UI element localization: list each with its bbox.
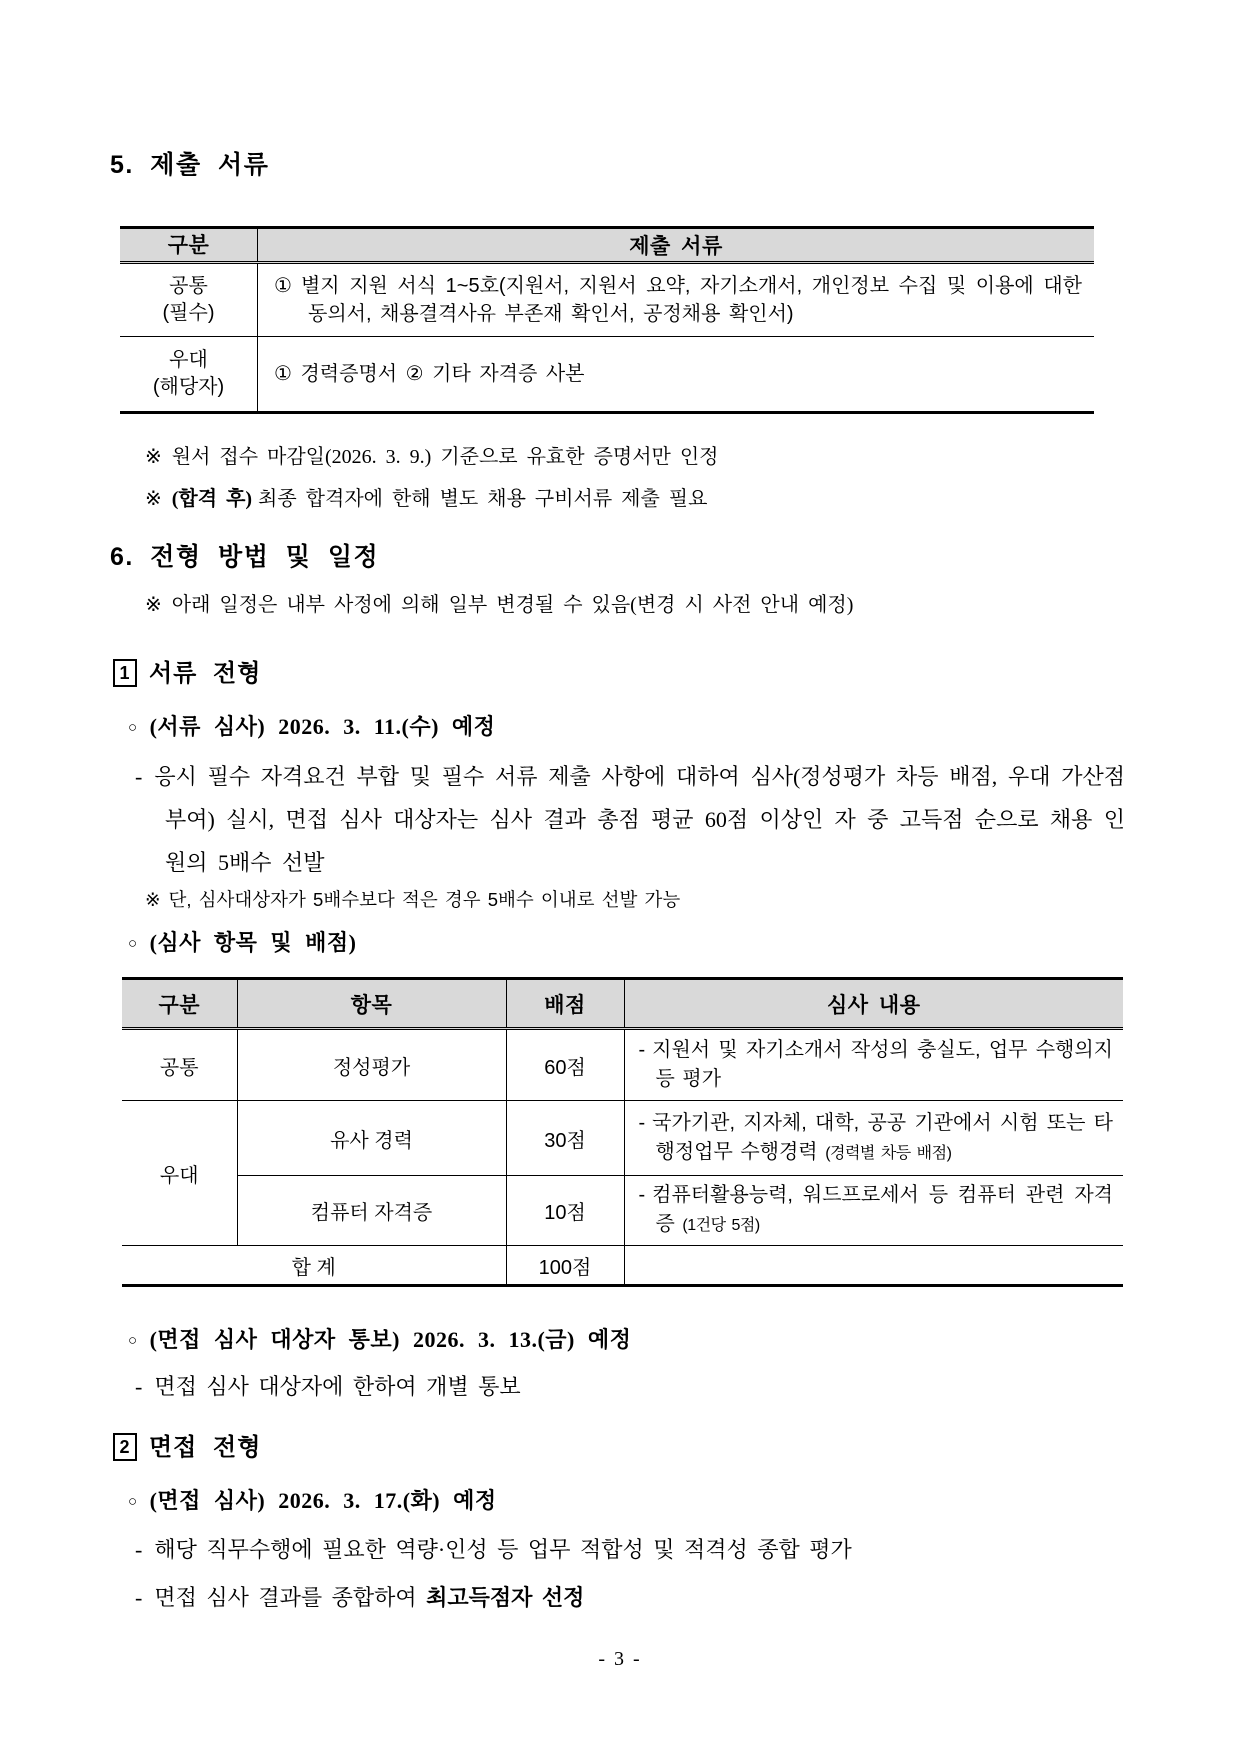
documents-cell: ① 경력증명서 ② 기타 자격증 사본 bbox=[274, 363, 585, 385]
table-header-row bbox=[120, 228, 1094, 263]
total-row bbox=[122, 1246, 1123, 1286]
screening-detail bbox=[135, 755, 1125, 884]
category-line: (필수) bbox=[162, 302, 215, 324]
notification-detail-text: 면접 심사 대상자에 한하여 개별 통보 bbox=[154, 1374, 521, 1399]
subnote-text: 단, 심사대상자가 5배수보다 적은 경우 5배수 이내로 선발 가능 bbox=[168, 889, 681, 910]
note-bold-text: (합격 후) bbox=[171, 488, 253, 510]
note-text: 아래 일정은 내부 사정에 의해 일부 변경될 수 있음(변경 시 사전 안내 예정) bbox=[171, 594, 854, 616]
table-header-row bbox=[122, 979, 1123, 1029]
description-text: 국가기관, 지자체, 대학, 공공 기관에서 시험 또는 타 행정업무 수행경력 bbox=[652, 1111, 1113, 1163]
table-row bbox=[122, 1029, 1123, 1101]
detail-text: 해당 직무수행에 필요한 역량·인성 등 업무 적합성 및 적격성 종합 평가 bbox=[154, 1537, 852, 1562]
table-row bbox=[120, 337, 1094, 413]
circled-number: ① bbox=[274, 275, 293, 297]
description-text: 지원서 및 자기소개서 작성의 충실도, 업무 수행의지 등 평가 bbox=[652, 1039, 1113, 1090]
interview-detail-1 bbox=[135, 1535, 1130, 1565]
note-schedule-change bbox=[145, 588, 1130, 622]
circle-bullet: ○ bbox=[128, 936, 138, 952]
header-item: 항목 bbox=[237, 979, 506, 1029]
notification-detail bbox=[135, 1372, 1130, 1402]
description-small-note: (경력별 차등 배점) bbox=[825, 1144, 952, 1162]
note-text: 최종 합격자에 한해 별도 채용 구비서류 제출 필요 bbox=[258, 488, 708, 510]
interview-detail-2 bbox=[135, 1583, 1130, 1613]
category-cell bbox=[120, 337, 258, 413]
dash-bullet: - bbox=[135, 1537, 143, 1562]
description-cell bbox=[624, 1176, 1123, 1246]
section6-heading: 6. 전형 방법 및 일정 bbox=[110, 543, 380, 571]
table-row bbox=[120, 263, 1094, 337]
detail-text: 응시 필수 자격요건 부합 및 필수 서류 제출 사항에 대하여 심사(정성평가 차등 배점, 우대 가산점 부여) 실시, 면접 심사 대상자는 심사 결과 총점 평균 60점 이상인 자 중 고득점 순으로 채용 인원의 5배수 선발 bbox=[154, 764, 1125, 875]
header-documents: 제출 서류 bbox=[258, 228, 1095, 263]
item-cell: 컴퓨터 자격증 bbox=[237, 1176, 506, 1246]
step2-title: 면접 전형 bbox=[149, 1434, 262, 1461]
description-text: 컴퓨터활용능력, 워드프로세서 등 컴퓨터 관련 자격증 bbox=[652, 1184, 1113, 1235]
step-number-box: 2 bbox=[113, 1433, 137, 1461]
dash-bullet: - bbox=[638, 1039, 646, 1061]
category-line: 우대 bbox=[169, 349, 208, 371]
points-cell: 10점 bbox=[506, 1176, 624, 1246]
header-content: 심사 내용 bbox=[624, 979, 1123, 1029]
table-row bbox=[122, 1101, 1123, 1176]
header-points: 배점 bbox=[506, 979, 624, 1029]
empty-cell bbox=[624, 1246, 1123, 1286]
reference-mark: ※ bbox=[145, 594, 162, 616]
total-label-cell: 합 계 bbox=[122, 1246, 506, 1286]
subnote-multiplier bbox=[145, 886, 1130, 914]
note-valid-certificates bbox=[145, 440, 1130, 474]
step-number-box: 1 bbox=[113, 659, 137, 687]
step2-heading bbox=[113, 1432, 1130, 1464]
step1-heading bbox=[113, 658, 1130, 690]
detail-text: 면접 심사 결과를 종합하여 bbox=[154, 1585, 417, 1610]
total-points-cell: 100점 bbox=[506, 1246, 624, 1286]
submit-documents-table bbox=[120, 226, 1094, 414]
header-category: 구분 bbox=[122, 979, 237, 1029]
reference-mark: ※ bbox=[145, 446, 162, 468]
interview-notification-schedule bbox=[128, 1325, 1130, 1356]
description-cell bbox=[624, 1101, 1123, 1176]
dash-bullet: - bbox=[638, 1111, 646, 1134]
dash-bullet: - bbox=[135, 764, 143, 789]
criteria-heading bbox=[128, 928, 1130, 959]
dash-bullet: - bbox=[135, 1585, 143, 1610]
dash-bullet: - bbox=[638, 1184, 646, 1206]
category-cell: 우대 bbox=[122, 1101, 237, 1246]
item-cell: 유사 경력 bbox=[237, 1101, 506, 1176]
category-line: 공통 bbox=[169, 275, 208, 297]
schedule-text: (면접 심사) 2026. 3. 17.(화) 예정 bbox=[149, 1488, 497, 1513]
item-cell: 정성평가 bbox=[237, 1029, 506, 1101]
section5-heading: 5. 제출 서류 bbox=[110, 151, 270, 179]
reference-mark: ※ bbox=[145, 889, 161, 910]
circle-bullet: ○ bbox=[128, 720, 138, 736]
description-small-note: (1건당 5점) bbox=[682, 1217, 760, 1234]
page-number: - 3 - bbox=[598, 1648, 642, 1670]
criteria-table bbox=[122, 977, 1123, 1287]
reference-mark: ※ bbox=[145, 488, 162, 510]
category-cell bbox=[120, 263, 258, 337]
criteria-heading-text: (심사 항목 및 배점) bbox=[149, 930, 357, 955]
documents-cell bbox=[258, 263, 1095, 337]
category-line: (해당자) bbox=[152, 376, 225, 398]
description-cell bbox=[624, 1029, 1123, 1101]
header-category: 구분 bbox=[120, 228, 258, 263]
dash-bullet: - bbox=[135, 1374, 143, 1399]
category-cell: 공통 bbox=[122, 1029, 237, 1101]
interview-schedule bbox=[128, 1486, 1130, 1517]
circle-bullet: ○ bbox=[128, 1333, 138, 1349]
circle-bullet: ○ bbox=[128, 1494, 138, 1510]
points-cell: 60점 bbox=[506, 1029, 624, 1101]
documents-text: 별지 지원 서식 1~5호(지원서, 지원서 요약, 자기소개서, 개인정보 수집 및 이용에 대한 동의서, 채용결격사유 부존재 확인서, 공정채용 확인서) bbox=[300, 275, 1082, 325]
table-row bbox=[122, 1176, 1123, 1246]
detail-bold-text: 최고득점자 선정 bbox=[426, 1585, 585, 1610]
notification-text: (면접 심사 대상자 통보) 2026. 3. 13.(금) 예정 bbox=[149, 1327, 632, 1352]
document-review-schedule bbox=[128, 712, 1130, 743]
note-after-pass bbox=[145, 482, 1130, 516]
step1-title: 서류 전형 bbox=[149, 660, 262, 687]
schedule-text: (서류 심사) 2026. 3. 11.(수) 예정 bbox=[149, 714, 496, 739]
note-text: 원서 접수 마감일(2026. 3. 9.) 기준으로 유효한 증명서만 인정 bbox=[171, 446, 719, 468]
points-cell: 30점 bbox=[506, 1101, 624, 1176]
